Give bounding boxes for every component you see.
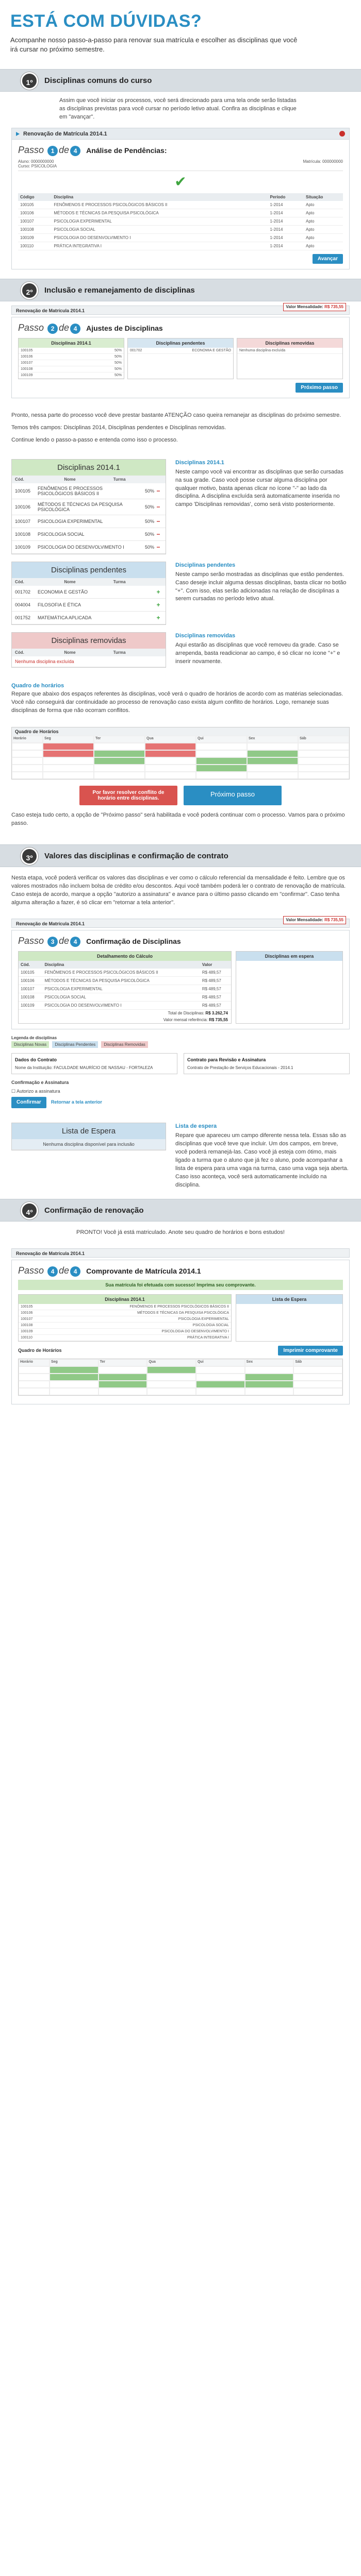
list-item: 100109 PSICOLOGIA DO DESENVOLVIMENTO I 50% − xyxy=(12,541,166,554)
contract-review[interactable]: Contrato para Revisão e Assinatura Contrato de Prestação de Serviços Educacionais - 2014.1 xyxy=(184,1053,350,1074)
final-wait-list: Lista de Espera xyxy=(236,1294,343,1342)
panel-title: Disciplinas pendentes xyxy=(12,562,166,578)
section-2-text-2: Temos três campos: Disciplinas 2014, Disciplinas pendentes e Disciplinas removidas. xyxy=(11,424,226,431)
conflict-row xyxy=(0,786,361,805)
panel-disciplinas: Disciplinas 2014.1 Cód. Nome Turma 100105 FENÔMENOS E PROCESSOS PSICOLÓGICOS BÁSICOS II 50% − 100106 MÉTODOS E TÉCNICAS DA PESQUISA PSICOLÓGICA 50% − 100107 PSICOLOGIA EXPERIMENTAL 50% − 100108 PSICOLOGIA SOCIAL 50% − 100109 PSICOLOGIA DO DESENVOLVIMENTO I 50% − xyxy=(11,459,166,554)
col-header: Período xyxy=(268,193,304,201)
step4-window: Passo 4 de 4 Comprovante de Matrícula 2014.1 Sua matrícula foi efetuada com sucesso! Imprima seu comprovante. Disciplinas 2014.1 100105 FENÔMENOS E PROCESSOS PSICOLÓGICOS BÁSICOS II 100106 MÉTODOS E TÉCNICAS DA PESQUISA PSICOLÓGICA 100107 PSICOLOGIA EXPERIMENTAL 100108 PSICOLOGIA SOCIAL 100109 PSICOLOGIA DO DESENVOLVIMENTO I 100110 PRÁTICA INTEGRATIVA I Lista de Espera Quadro de Horários Imprimir comprovante Horário Seg Ter Qua Qui Sex Sáb xyxy=(11,1260,350,1404)
section-3-text: Nesta etapa, você poderá verificar os valores das disciplinas e ver como o cálculo referencial da mensalidade é feito. Lembre que os valores mostrados não incluem bolsa de crédito e/ou descontos. Aqui você também poderá ler o contrato de renovação de matrícula. Caso esteja de acordo, marque a opção "autorizo a assinatura" e avance para o último passo clicando em "confirmar". Caso tenha alguma alteração a fazer, é só clicar em "retornar a tela anterior". xyxy=(11,875,346,906)
section-2-text-3: Continue lendo o passo-a-passo e entenda como isso o processo. xyxy=(11,436,178,443)
desc-disciplinas: Disciplinas 2014.1 Neste campo você vai encontrar as disciplinas que serão cursadas na sua grade. Caso você posse cursar alguma disciplina por qualquer motivo, basta apenas clicar no ícone "-" ao lado da disciplina. A disciplina excluída será automaticamente inserida no campo 'Disciplinas removidas', como será visto posteriormente. xyxy=(175,459,343,508)
step1-heading: Passo 1 de 4 Análise de Pendências: xyxy=(18,144,167,155)
schedule-grid: Quadro de Horários Horário Seg Ter Qua Qui Sex Sáb xyxy=(11,727,350,779)
add-icon[interactable]: + xyxy=(156,601,160,608)
table-row: 100108 PSICOLOGIA SOCIAL R$ 489,57 xyxy=(19,993,231,1002)
section-4-text: PRONTO! Você já está matriculado. Anote seu quadro de horários e bons estudos! xyxy=(76,1229,285,1235)
print-button[interactable]: Imprimir comprovante xyxy=(278,1346,343,1355)
remove-icon[interactable]: − xyxy=(156,530,160,538)
panel-title: Disciplinas 2014.1 xyxy=(12,460,166,476)
explain-green xyxy=(11,459,350,554)
list-item: 004004 FILOSOFIA E ÉTICA + xyxy=(12,599,166,612)
table-row: 100107 PSICOLOGIA EXPERIMENTAL R$ 489,57 xyxy=(19,985,231,993)
section-2-title: Inclusão e remanejamento de disciplinas xyxy=(44,285,195,295)
conflict-warning: Por favor resolver conflito de horário entre disciplinas. xyxy=(79,786,177,805)
add-icon[interactable]: + xyxy=(156,588,160,596)
student-enrollment: Matrícula: 000000000 xyxy=(303,159,343,164)
step4-bar: Renovação de Matrícula 2014.1 xyxy=(11,1248,350,1258)
student-course: Curso: PSICOLOGIA xyxy=(18,163,57,168)
advance-button[interactable]: Avançar xyxy=(313,254,343,264)
next-step-button[interactable]: Próximo passo xyxy=(296,383,343,393)
step2-subtitle: Ajustes de Disciplinas xyxy=(86,324,163,332)
section-3-title: Valores das disciplinas e confirmação de contrato xyxy=(44,852,228,861)
add-icon[interactable]: + xyxy=(156,614,160,621)
table-row: 100106 MÉTODOS E TÉCNICAS DA PESQUISA PSICOLÓGICA R$ 489,57 xyxy=(19,977,231,985)
section-2-closing: Caso esteja tudo certo, a opção de "Próximo passo" será habilitada e você poderá continuar com o processo. Vamos para o próximo passo. xyxy=(11,812,345,827)
section-1-band xyxy=(0,69,361,92)
total-row: Total de Disciplinas: R$ 3.262,74 xyxy=(168,1011,228,1016)
hero-title: ESTÁ COM DÚVIDAS? xyxy=(10,11,202,31)
table-row: 100110 PRÁTICA INTEGRATIVA I 1-2014 Apto xyxy=(18,242,343,250)
success-banner: Sua matrícula foi efetuada com sucesso! Imprima seu comprovante. xyxy=(18,1280,343,1290)
waiting-disciplines: Disciplinas em espera xyxy=(236,951,343,1024)
student-id: Aluno: 0000000000 xyxy=(18,159,54,164)
wait-list-row xyxy=(11,1123,350,1190)
list-item: 001702 ECONOMIA E GESTÃO + xyxy=(12,586,166,599)
section-2-texts xyxy=(0,404,361,452)
list-item: 001752 MATEMÁTICA APLICADA + xyxy=(12,612,166,624)
price-box: Valor Mensalidade: R$ 735,55 xyxy=(283,916,346,924)
step1-subtitle: Análise de Pendências: xyxy=(86,146,167,155)
section-4-band xyxy=(0,1199,361,1222)
close-icon[interactable] xyxy=(339,131,345,137)
step3-heading: Passo 3 de 4 Confirmação de Disciplinas xyxy=(18,936,181,946)
desc-removidas: Disciplinas removidas Aqui estarão as disciplinas que você removeu da grade. Caso se arrependa, basta readicionar ao campo, é só clicar no ícone "+" e inserir novamente. xyxy=(175,632,340,665)
remove-icon[interactable]: − xyxy=(156,543,160,551)
col-header: Código xyxy=(18,193,52,201)
step4-heading: Passo 4 de 4 Comprovante de Matrícula 2014.1 xyxy=(18,1265,201,1276)
schedule-text: Repare que abaixo dos espaços referentes às disciplinas, você verá o quadro de horários de acordo com as matérias selecionadas. Você não conseguirá dar continuidade ao processo de renovação caso exista algum conflito de horários. Logo, remaneje suas disciplinas de forma que não ocorram conflitos. xyxy=(11,690,343,714)
step1-bar xyxy=(12,128,349,140)
remove-icon[interactable]: − xyxy=(156,503,160,511)
auth-checkbox[interactable]: ☐ Autorizo a assinatura xyxy=(11,1088,60,1094)
calc-detail: Detalhamento do Cálculo Cód. Disciplina Valor 100105 FENÔMENOS E PROCESSOS PSICOLÓGICOS BÁSICOS II R$ 489,57 100106 MÉTODOS E TÉCNICAS DA PESQUISA PSICOLÓGICA R$ 489,57 100107 PSICOLOGIA EXPERIMENTAL R$ 489,57 100108 PSICOLOGIA SOCIAL R$ 489,57 100109 PSICOLOGIA DO DESENVOLVIMENTO I R$ 489,57 Total de Disciplinas: R$ 3.262,74 Valor mensal referência: R$ 735,55 xyxy=(18,951,232,1024)
step-number-icon: 4 xyxy=(47,1266,58,1277)
contract-data: Dados do Contrato Nome da Instituição: FACULDADE MAURÍCIO DE NASSAU - FORTALEZA xyxy=(11,1053,177,1074)
pendencias-table xyxy=(18,193,343,250)
step2-window xyxy=(11,317,350,398)
step1-bar-label: Renovação de Matrícula 2014.1 xyxy=(23,130,107,137)
section-2-number: 2º xyxy=(21,282,38,299)
list-item: 100108 PSICOLOGIA SOCIAL 50% − xyxy=(12,528,166,541)
col-header: Disciplina xyxy=(52,193,268,201)
section-2-text-1: Pronto, nessa parte do processo você deve prestar bastante ATENÇÃO caso queira remanejar as disciplinas do próximo semestre. xyxy=(11,412,341,418)
section-1-title: Disciplinas comuns do curso xyxy=(44,76,152,86)
back-link[interactable]: Retornar a tela anterior xyxy=(51,1099,102,1105)
auth-section: Confirmação e Assinatura ☐ Autorizo a assinatura Confirmar Retornar a tela anterior xyxy=(0,1079,361,1116)
section-2-band xyxy=(0,279,361,301)
section-1-number: 1º xyxy=(21,72,38,90)
table-row: 100107 PSICOLOGIA EXPERIMENTAL 1-2014 Apto xyxy=(18,217,343,225)
list-item: 100106 MÉTODOS E TÉCNICAS DA PESQUISA PSICOLÓGICA 50% − xyxy=(12,499,166,515)
price-box: Valor Mensalidade: R$ 735,55 xyxy=(283,303,346,311)
section-4-title: Confirmação de renovação xyxy=(44,1206,144,1215)
legend: Legenda de disciplinas Disciplinas Novas Disciplinas Pendentes Disciplinas Removidas xyxy=(11,1036,350,1048)
step-total-icon: 4 xyxy=(70,937,80,947)
col-removidas: Disciplinas removidas Nenhuma disciplina excluída xyxy=(237,338,343,379)
hero-subtitle: Acompanhe nosso passo-a-passo para renovar sua matrícula e escolher as disciplinas que você irá cursar no próximo semestre. xyxy=(10,36,298,53)
student-meta xyxy=(18,159,343,171)
step2-columns xyxy=(18,338,343,379)
col-header: Situação xyxy=(304,193,343,201)
step3-bar: Renovação de Matrícula 2014.1 Valor Mensalidade: R$ 735,55 xyxy=(11,919,350,928)
col-disciplinas: Disciplinas 2014.1 100105 50% 100106 50% 100107 50% 100108 50% 100109 50% xyxy=(18,338,124,379)
remove-icon[interactable]: − xyxy=(156,487,160,495)
empty-row: Nenhuma disciplina excluída xyxy=(12,656,166,667)
step2-bar: Renovação de Matrícula 2014.1 Valor Mensalidade: R$ 735,55 xyxy=(11,306,350,315)
step-total-icon: 4 xyxy=(70,324,80,334)
table-row: 100108 PSICOLOGIA SOCIAL 1-2014 Apto xyxy=(18,225,343,233)
final-schedule: Horário Seg Ter Qua Qui Sex Sáb xyxy=(18,1359,343,1396)
contract-row xyxy=(11,1053,350,1074)
section-3-number: 3º xyxy=(21,848,38,865)
table-row: 100106 MÉTODOS E TÉCNICAS DA PESQUISA PSICOLÓGICA 1-2014 Apto xyxy=(18,209,343,217)
list-item: 100105 FENÔMENOS E PROCESSOS PSICOLÓGICOS BÁSICOS II 50% − xyxy=(12,483,166,499)
panel-title: Disciplinas removidas xyxy=(12,633,166,649)
hero xyxy=(0,0,361,60)
monthly-row: Valor mensal referência: R$ 735,55 xyxy=(163,1018,228,1023)
schedule-explain xyxy=(0,675,361,722)
step-number-icon: 1 xyxy=(47,146,58,156)
confirm-button[interactable]: Confirmar xyxy=(11,1097,46,1109)
table-row: 100109 PSICOLOGIA DO DESENVOLVIMENTO I 1-2014 Apto xyxy=(18,233,343,242)
schedule-header: Quadro de Horários xyxy=(12,727,349,736)
check-icon: ✔ xyxy=(174,173,187,190)
final-disciplines: Disciplinas 2014.1 100105 FENÔMENOS E PROCESSOS PSICOLÓGICOS BÁSICOS II 100106 MÉTODOS E TÉCNICAS DA PESQUISA PSICOLÓGICA 100107 PSICOLOGIA EXPERIMENTAL 100108 PSICOLOGIA SOCIAL 100109 PSICOLOGIA DO DESENVOLVIMENTO I 100110 PRÁTICA INTEGRATIVA I xyxy=(18,1294,232,1342)
step3-window xyxy=(11,930,350,1029)
step1-window xyxy=(11,128,350,269)
desc-wait-list: Lista de espera Repare que apareceu um campo diferente nessa tela. Essas são as disciplinas que você teve que incluir. Um dos campos, em breve, você poderá remanejá-las. Caso você já esteja com ótimo, mais ligado a turma que o aluno que já fez o aluno, pode acompanhar a lista de espera para uma vaga na turma, caso uma vaga seja aberta. Caso isso aconteça, você será automaticamente incluído na disciplina. xyxy=(175,1123,349,1189)
section-1-text: Assim que você iniciar os processos, você será direcionado para uma tela onde serão listadas as disciplinas previstas para você cursar no período letivo atual. Confira as disciplinas e clique em "avançar". xyxy=(59,97,297,120)
step-number-icon: 2 xyxy=(47,324,58,334)
desc-pendentes: Disciplinas pendentes Neste campo serão mostradas as disciplinas que estão pendentes. Caso deseje incluir alguma dessas disciplinas, basta clicar no botão "+". Com isso, elas serão adicionadas na relação de disciplinas a serem cursadas no período letivo atual. xyxy=(175,562,347,602)
schedule-title: Quadro de horários xyxy=(11,682,64,689)
panel-wait-list: Lista de Espera Nenhuma disciplina disponível para inclusão xyxy=(11,1123,166,1150)
table-row: 100105 FENÔMENOS E PROCESSOS PSICOLÓGICOS BÁSICOS II 1-2014 Apto xyxy=(18,201,343,209)
col-pendentes: Disciplinas pendentes 001702 ECONOMIA E GESTÃO xyxy=(127,338,234,379)
table-row: 100109 PSICOLOGIA DO DESENVOLVIMENTO I R$ 489,57 xyxy=(19,1002,231,1010)
step-total-icon: 4 xyxy=(70,1266,80,1277)
panel-removidas: Disciplinas removidas Cód. Nome Turma Nenhuma disciplina excluída xyxy=(11,632,166,668)
remove-icon[interactable]: − xyxy=(156,517,160,525)
section-4-number: 4º xyxy=(21,1202,38,1219)
step2-heading: Passo 2 de 4 Ajustes de Disciplinas xyxy=(18,322,163,333)
step-number-icon: 3 xyxy=(47,937,58,947)
table-row: 100105 FENÔMENOS E PROCESSOS PSICOLÓGICOS BÁSICOS II R$ 489,57 xyxy=(19,969,231,977)
explain-red xyxy=(11,632,350,668)
explain-blue xyxy=(11,562,350,625)
step-total-icon: 4 xyxy=(70,146,80,156)
panel-pendentes: Disciplinas pendentes Cód. Nome Turma 001702 ECONOMIA E GESTÃO + 004004 FILOSOFIA E ÉTICA + 001752 MATEMÁTICA APLICADA + xyxy=(11,562,166,625)
section-3-band xyxy=(0,844,361,867)
next-step-button-large[interactable]: Próximo passo xyxy=(184,786,282,805)
list-item: 100107 PSICOLOGIA EXPERIMENTAL 50% − xyxy=(12,515,166,528)
